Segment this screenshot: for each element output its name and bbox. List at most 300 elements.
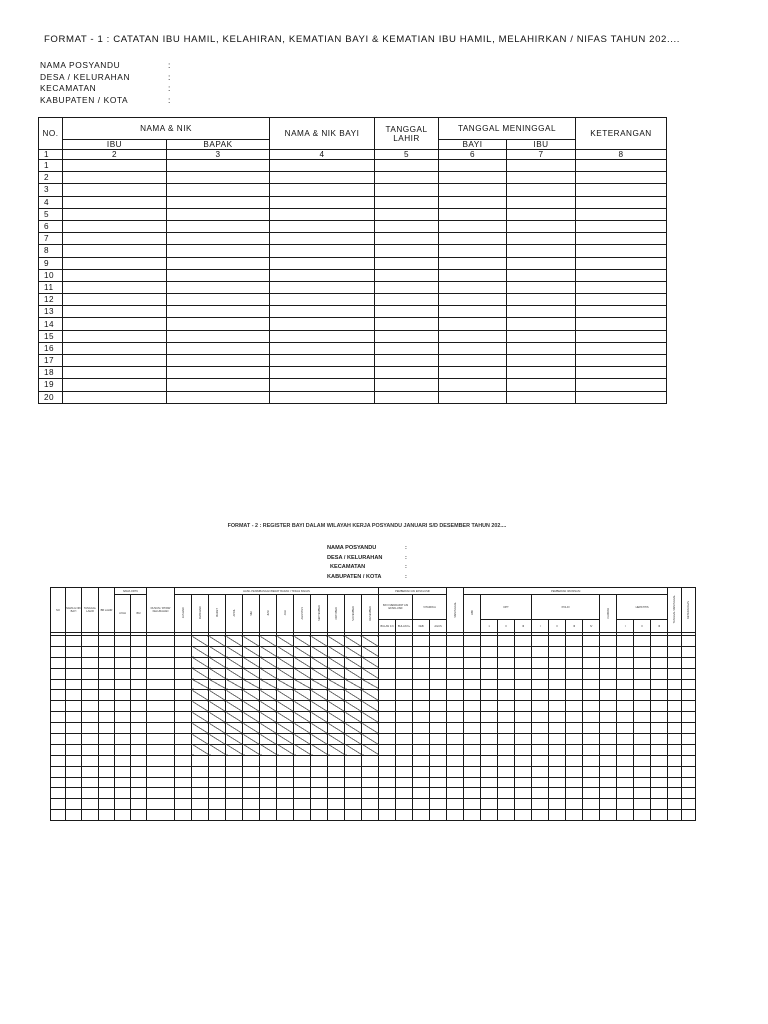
table-cell[interactable] — [651, 810, 668, 821]
table-cell[interactable] — [260, 766, 277, 777]
table-cell[interactable] — [439, 233, 507, 245]
table-cell[interactable] — [549, 636, 566, 647]
table-cell[interactable] — [413, 810, 430, 821]
table-cell[interactable] — [532, 636, 549, 647]
table-cell[interactable] — [192, 788, 209, 799]
table-cell[interactable] — [277, 755, 294, 766]
table-cell[interactable] — [481, 799, 498, 810]
table-cell[interactable] — [447, 777, 464, 788]
table-cell[interactable] — [600, 646, 617, 657]
table-cell[interactable] — [209, 712, 226, 723]
table-cell[interactable] — [668, 788, 682, 799]
table-cell[interactable] — [375, 355, 439, 367]
table-cell[interactable] — [532, 646, 549, 657]
table-cell[interactable] — [447, 712, 464, 723]
table-cell[interactable] — [507, 318, 576, 330]
table-cell[interactable] — [175, 657, 192, 668]
table-cell[interactable] — [447, 723, 464, 734]
table-cell[interactable] — [131, 777, 147, 788]
table-cell[interactable] — [131, 712, 147, 723]
table-cell[interactable] — [147, 799, 175, 810]
table-cell[interactable] — [243, 788, 260, 799]
table-cell[interactable] — [328, 766, 345, 777]
table-cell[interactable] — [583, 646, 600, 657]
table-cell[interactable] — [379, 657, 396, 668]
table-cell[interactable] — [507, 306, 576, 318]
table-cell[interactable] — [270, 330, 375, 342]
table-cell[interactable] — [576, 196, 667, 208]
table-cell[interactable] — [270, 355, 375, 367]
table-cell[interactable] — [226, 723, 243, 734]
table-cell[interactable] — [63, 220, 167, 232]
table-cell[interactable] — [270, 208, 375, 220]
table-cell[interactable] — [439, 220, 507, 232]
table-cell[interactable] — [311, 799, 328, 810]
table-cell[interactable] — [277, 766, 294, 777]
table-cell[interactable] — [583, 777, 600, 788]
table-cell[interactable] — [576, 367, 667, 379]
table-cell[interactable] — [99, 646, 115, 657]
table-cell[interactable] — [147, 734, 175, 745]
table-cell[interactable] — [583, 799, 600, 810]
table-cell[interactable] — [515, 668, 532, 679]
table-cell[interactable] — [549, 712, 566, 723]
table-cell[interactable] — [147, 755, 175, 766]
table-cell[interactable] — [549, 799, 566, 810]
table-cell[interactable] — [413, 799, 430, 810]
table-cell[interactable] — [147, 657, 175, 668]
table-cell[interactable] — [270, 318, 375, 330]
table-cell[interactable] — [294, 636, 311, 647]
table-cell[interactable] — [617, 744, 634, 755]
table-cell[interactable] — [82, 723, 99, 734]
table-cell[interactable] — [668, 723, 682, 734]
table-cell[interactable] — [375, 160, 439, 172]
table-cell[interactable] — [481, 679, 498, 690]
table-cell[interactable] — [682, 723, 696, 734]
table-cell[interactable] — [243, 723, 260, 734]
table-cell[interactable] — [413, 690, 430, 701]
table-cell[interactable] — [345, 723, 362, 734]
table-cell[interactable] — [82, 701, 99, 712]
table-cell[interactable] — [430, 646, 447, 657]
table-cell[interactable] — [51, 799, 66, 810]
table-cell[interactable] — [362, 679, 379, 690]
table-cell[interactable] — [260, 734, 277, 745]
table-cell[interactable] — [515, 646, 532, 657]
table-cell[interactable] — [63, 245, 167, 257]
table-cell[interactable] — [362, 712, 379, 723]
table-cell[interactable] — [576, 245, 667, 257]
table-cell[interactable] — [532, 766, 549, 777]
table-cell[interactable] — [115, 701, 131, 712]
table-cell[interactable] — [464, 723, 481, 734]
table-cell[interactable] — [549, 657, 566, 668]
table-cell[interactable] — [682, 646, 696, 657]
table-cell[interactable] — [549, 723, 566, 734]
table-cell[interactable] — [600, 679, 617, 690]
table-cell[interactable] — [430, 636, 447, 647]
table-cell[interactable] — [668, 799, 682, 810]
table-cell[interactable] — [209, 668, 226, 679]
table-cell[interactable] — [439, 257, 507, 269]
table-cell[interactable] — [328, 810, 345, 821]
table-cell[interactable] — [430, 788, 447, 799]
table-cell[interactable] — [413, 657, 430, 668]
table-cell[interactable] — [294, 723, 311, 734]
table-cell[interactable] — [617, 646, 634, 657]
table-cell[interactable] — [682, 701, 696, 712]
table-cell[interactable] — [362, 636, 379, 647]
table-cell[interactable] — [507, 233, 576, 245]
table-cell[interactable] — [192, 690, 209, 701]
table-cell[interactable] — [600, 690, 617, 701]
table-cell[interactable] — [464, 657, 481, 668]
table-cell[interactable] — [209, 810, 226, 821]
table-cell[interactable] — [192, 701, 209, 712]
table-cell[interactable] — [362, 723, 379, 734]
table-cell[interactable] — [634, 799, 651, 810]
table-cell[interactable] — [549, 646, 566, 657]
table-cell[interactable] — [430, 734, 447, 745]
table-cell[interactable] — [270, 281, 375, 293]
table-cell[interactable] — [379, 636, 396, 647]
table-cell[interactable] — [464, 679, 481, 690]
table-cell[interactable] — [131, 646, 147, 657]
table-cell[interactable] — [439, 391, 507, 403]
table-cell[interactable] — [82, 668, 99, 679]
table-cell[interactable] — [175, 744, 192, 755]
table-cell[interactable] — [167, 220, 270, 232]
table-cell[interactable] — [115, 755, 131, 766]
table-cell[interactable] — [379, 788, 396, 799]
table-cell[interactable] — [226, 646, 243, 657]
table-cell[interactable] — [167, 184, 270, 196]
table-cell[interactable] — [379, 734, 396, 745]
table-cell[interactable] — [345, 679, 362, 690]
table-cell[interactable] — [634, 701, 651, 712]
table-cell[interactable] — [682, 744, 696, 755]
table-cell[interactable] — [260, 679, 277, 690]
table-cell[interactable] — [549, 679, 566, 690]
table-cell[interactable] — [532, 690, 549, 701]
table-cell[interactable] — [447, 646, 464, 657]
table-cell[interactable] — [66, 636, 82, 647]
table-cell[interactable] — [447, 636, 464, 647]
table-cell[interactable] — [99, 679, 115, 690]
table-cell[interactable] — [82, 744, 99, 755]
table-cell[interactable] — [362, 766, 379, 777]
table-cell[interactable] — [131, 690, 147, 701]
table-cell[interactable] — [192, 657, 209, 668]
table-cell[interactable] — [447, 679, 464, 690]
table-cell[interactable] — [345, 744, 362, 755]
table-cell[interactable] — [270, 294, 375, 306]
table-cell[interactable] — [464, 701, 481, 712]
table-cell[interactable] — [277, 723, 294, 734]
table-cell[interactable] — [328, 636, 345, 647]
table-cell[interactable] — [260, 701, 277, 712]
table-cell[interactable] — [51, 777, 66, 788]
table-cell[interactable] — [51, 810, 66, 821]
table-cell[interactable] — [439, 294, 507, 306]
table-cell[interactable] — [447, 755, 464, 766]
table-cell[interactable] — [375, 184, 439, 196]
table-cell[interactable] — [226, 788, 243, 799]
table-cell[interactable] — [634, 668, 651, 679]
table-cell[interactable] — [63, 306, 167, 318]
table-cell[interactable] — [583, 712, 600, 723]
table-cell[interactable] — [260, 668, 277, 679]
table-cell[interactable] — [115, 646, 131, 657]
table-cell[interactable] — [634, 777, 651, 788]
table-cell[interactable] — [328, 734, 345, 745]
table-cell[interactable] — [447, 657, 464, 668]
table-cell[interactable] — [464, 646, 481, 657]
table-cell[interactable] — [668, 657, 682, 668]
table-cell[interactable] — [600, 636, 617, 647]
table-cell[interactable] — [82, 636, 99, 647]
table-cell[interactable] — [634, 712, 651, 723]
table-cell[interactable] — [209, 723, 226, 734]
table-cell[interactable] — [63, 196, 167, 208]
table-cell[interactable] — [260, 810, 277, 821]
table-cell[interactable] — [379, 755, 396, 766]
table-cell[interactable] — [576, 184, 667, 196]
table-cell[interactable] — [294, 788, 311, 799]
table-cell[interactable] — [651, 723, 668, 734]
table-cell[interactable] — [430, 712, 447, 723]
table-cell[interactable] — [270, 257, 375, 269]
table-cell[interactable] — [82, 766, 99, 777]
table-cell[interactable] — [82, 755, 99, 766]
table-cell[interactable] — [379, 646, 396, 657]
table-cell[interactable] — [277, 799, 294, 810]
table-cell[interactable] — [277, 712, 294, 723]
table-cell[interactable] — [226, 657, 243, 668]
table-cell[interactable] — [260, 723, 277, 734]
table-cell[interactable] — [464, 799, 481, 810]
table-cell[interactable] — [147, 668, 175, 679]
table-cell[interactable] — [481, 810, 498, 821]
table-cell[interactable] — [439, 196, 507, 208]
table-cell[interactable] — [439, 379, 507, 391]
table-cell[interactable] — [413, 646, 430, 657]
table-cell[interactable] — [260, 755, 277, 766]
table-cell[interactable] — [277, 646, 294, 657]
table-cell[interactable] — [682, 788, 696, 799]
table-cell[interactable] — [532, 755, 549, 766]
table-cell[interactable] — [375, 318, 439, 330]
table-cell[interactable] — [362, 744, 379, 755]
table-cell[interactable] — [498, 810, 515, 821]
table-cell[interactable] — [294, 755, 311, 766]
table-cell[interactable] — [447, 799, 464, 810]
table-cell[interactable] — [600, 734, 617, 745]
table-cell[interactable] — [99, 799, 115, 810]
table-cell[interactable] — [270, 391, 375, 403]
table-cell[interactable] — [328, 668, 345, 679]
table-cell[interactable] — [99, 636, 115, 647]
table-cell[interactable] — [167, 379, 270, 391]
table-cell[interactable] — [375, 172, 439, 184]
table-cell[interactable] — [167, 342, 270, 354]
table-cell[interactable] — [507, 281, 576, 293]
table-cell[interactable] — [532, 723, 549, 734]
table-cell[interactable] — [566, 679, 583, 690]
table-cell[interactable] — [375, 196, 439, 208]
table-cell[interactable] — [115, 636, 131, 647]
table-cell[interactable] — [566, 723, 583, 734]
table-cell[interactable] — [63, 367, 167, 379]
table-cell[interactable] — [549, 668, 566, 679]
table-cell[interactable] — [375, 245, 439, 257]
table-cell[interactable] — [270, 184, 375, 196]
table-cell[interactable] — [66, 679, 82, 690]
table-cell[interactable] — [375, 281, 439, 293]
table-cell[interactable] — [167, 306, 270, 318]
table-cell[interactable] — [243, 766, 260, 777]
table-cell[interactable] — [430, 766, 447, 777]
table-cell[interactable] — [576, 342, 667, 354]
table-cell[interactable] — [192, 810, 209, 821]
table-cell[interactable] — [167, 196, 270, 208]
table-cell[interactable] — [115, 744, 131, 755]
table-cell[interactable] — [99, 690, 115, 701]
table-cell[interactable] — [226, 712, 243, 723]
table-cell[interactable] — [243, 636, 260, 647]
table-cell[interactable] — [682, 755, 696, 766]
table-cell[interactable] — [328, 679, 345, 690]
table-cell[interactable] — [192, 636, 209, 647]
table-cell[interactable] — [63, 281, 167, 293]
table-cell[interactable] — [209, 636, 226, 647]
table-cell[interactable] — [464, 755, 481, 766]
table-cell[interactable] — [131, 657, 147, 668]
table-cell[interactable] — [600, 701, 617, 712]
table-cell[interactable] — [82, 799, 99, 810]
table-cell[interactable] — [66, 755, 82, 766]
table-cell[interactable] — [270, 233, 375, 245]
table-cell[interactable] — [651, 755, 668, 766]
table-cell[interactable] — [481, 755, 498, 766]
table-cell[interactable] — [175, 766, 192, 777]
table-cell[interactable] — [396, 810, 413, 821]
table-cell[interactable] — [583, 690, 600, 701]
table-cell[interactable] — [375, 220, 439, 232]
table-cell[interactable] — [260, 690, 277, 701]
table-cell[interactable] — [328, 799, 345, 810]
table-cell[interactable] — [576, 208, 667, 220]
table-cell[interactable] — [532, 734, 549, 745]
table-cell[interactable] — [209, 690, 226, 701]
table-cell[interactable] — [413, 766, 430, 777]
table-cell[interactable] — [147, 788, 175, 799]
table-cell[interactable] — [243, 810, 260, 821]
table-cell[interactable] — [294, 657, 311, 668]
table-cell[interactable] — [498, 723, 515, 734]
table-cell[interactable] — [147, 690, 175, 701]
table-cell[interactable] — [481, 690, 498, 701]
table-cell[interactable] — [51, 734, 66, 745]
table-cell[interactable] — [294, 712, 311, 723]
table-cell[interactable] — [396, 799, 413, 810]
table-cell[interactable] — [167, 318, 270, 330]
table-cell[interactable] — [651, 668, 668, 679]
table-cell[interactable] — [131, 679, 147, 690]
table-cell[interactable] — [447, 734, 464, 745]
table-cell[interactable] — [439, 342, 507, 354]
table-cell[interactable] — [566, 712, 583, 723]
table-cell[interactable] — [147, 636, 175, 647]
table-cell[interactable] — [515, 766, 532, 777]
table-cell[interactable] — [507, 160, 576, 172]
table-cell[interactable] — [345, 755, 362, 766]
table-cell[interactable] — [115, 723, 131, 734]
table-cell[interactable] — [131, 636, 147, 647]
table-cell[interactable] — [583, 766, 600, 777]
table-cell[interactable] — [682, 810, 696, 821]
table-cell[interactable] — [63, 330, 167, 342]
table-cell[interactable] — [549, 690, 566, 701]
table-cell[interactable] — [311, 636, 328, 647]
table-cell[interactable] — [507, 367, 576, 379]
table-cell[interactable] — [481, 777, 498, 788]
table-cell[interactable] — [209, 701, 226, 712]
table-cell[interactable] — [668, 744, 682, 755]
table-cell[interactable] — [66, 646, 82, 657]
table-cell[interactable] — [532, 712, 549, 723]
table-cell[interactable] — [507, 355, 576, 367]
table-cell[interactable] — [583, 755, 600, 766]
table-cell[interactable] — [668, 712, 682, 723]
table-cell[interactable] — [439, 306, 507, 318]
table-cell[interactable] — [226, 755, 243, 766]
table-cell[interactable] — [396, 690, 413, 701]
table-cell[interactable] — [167, 233, 270, 245]
table-cell[interactable] — [498, 701, 515, 712]
table-cell[interactable] — [430, 679, 447, 690]
table-cell[interactable] — [175, 679, 192, 690]
table-cell[interactable] — [498, 755, 515, 766]
table-cell[interactable] — [175, 799, 192, 810]
table-cell[interactable] — [63, 208, 167, 220]
table-cell[interactable] — [66, 657, 82, 668]
table-cell[interactable] — [375, 391, 439, 403]
table-cell[interactable] — [507, 257, 576, 269]
table-cell[interactable] — [396, 723, 413, 734]
table-cell[interactable] — [515, 701, 532, 712]
table-cell[interactable] — [277, 788, 294, 799]
table-cell[interactable] — [617, 788, 634, 799]
table-cell[interactable] — [192, 712, 209, 723]
table-cell[interactable] — [175, 723, 192, 734]
table-cell[interactable] — [115, 657, 131, 668]
table-cell[interactable] — [345, 712, 362, 723]
table-cell[interactable] — [498, 744, 515, 755]
table-cell[interactable] — [668, 636, 682, 647]
table-cell[interactable] — [682, 712, 696, 723]
table-cell[interactable] — [270, 367, 375, 379]
table-cell[interactable] — [515, 657, 532, 668]
table-cell[interactable] — [532, 777, 549, 788]
table-cell[interactable] — [447, 744, 464, 755]
table-cell[interactable] — [682, 690, 696, 701]
table-cell[interactable] — [328, 788, 345, 799]
table-cell[interactable] — [634, 788, 651, 799]
table-cell[interactable] — [167, 245, 270, 257]
table-cell[interactable] — [226, 810, 243, 821]
